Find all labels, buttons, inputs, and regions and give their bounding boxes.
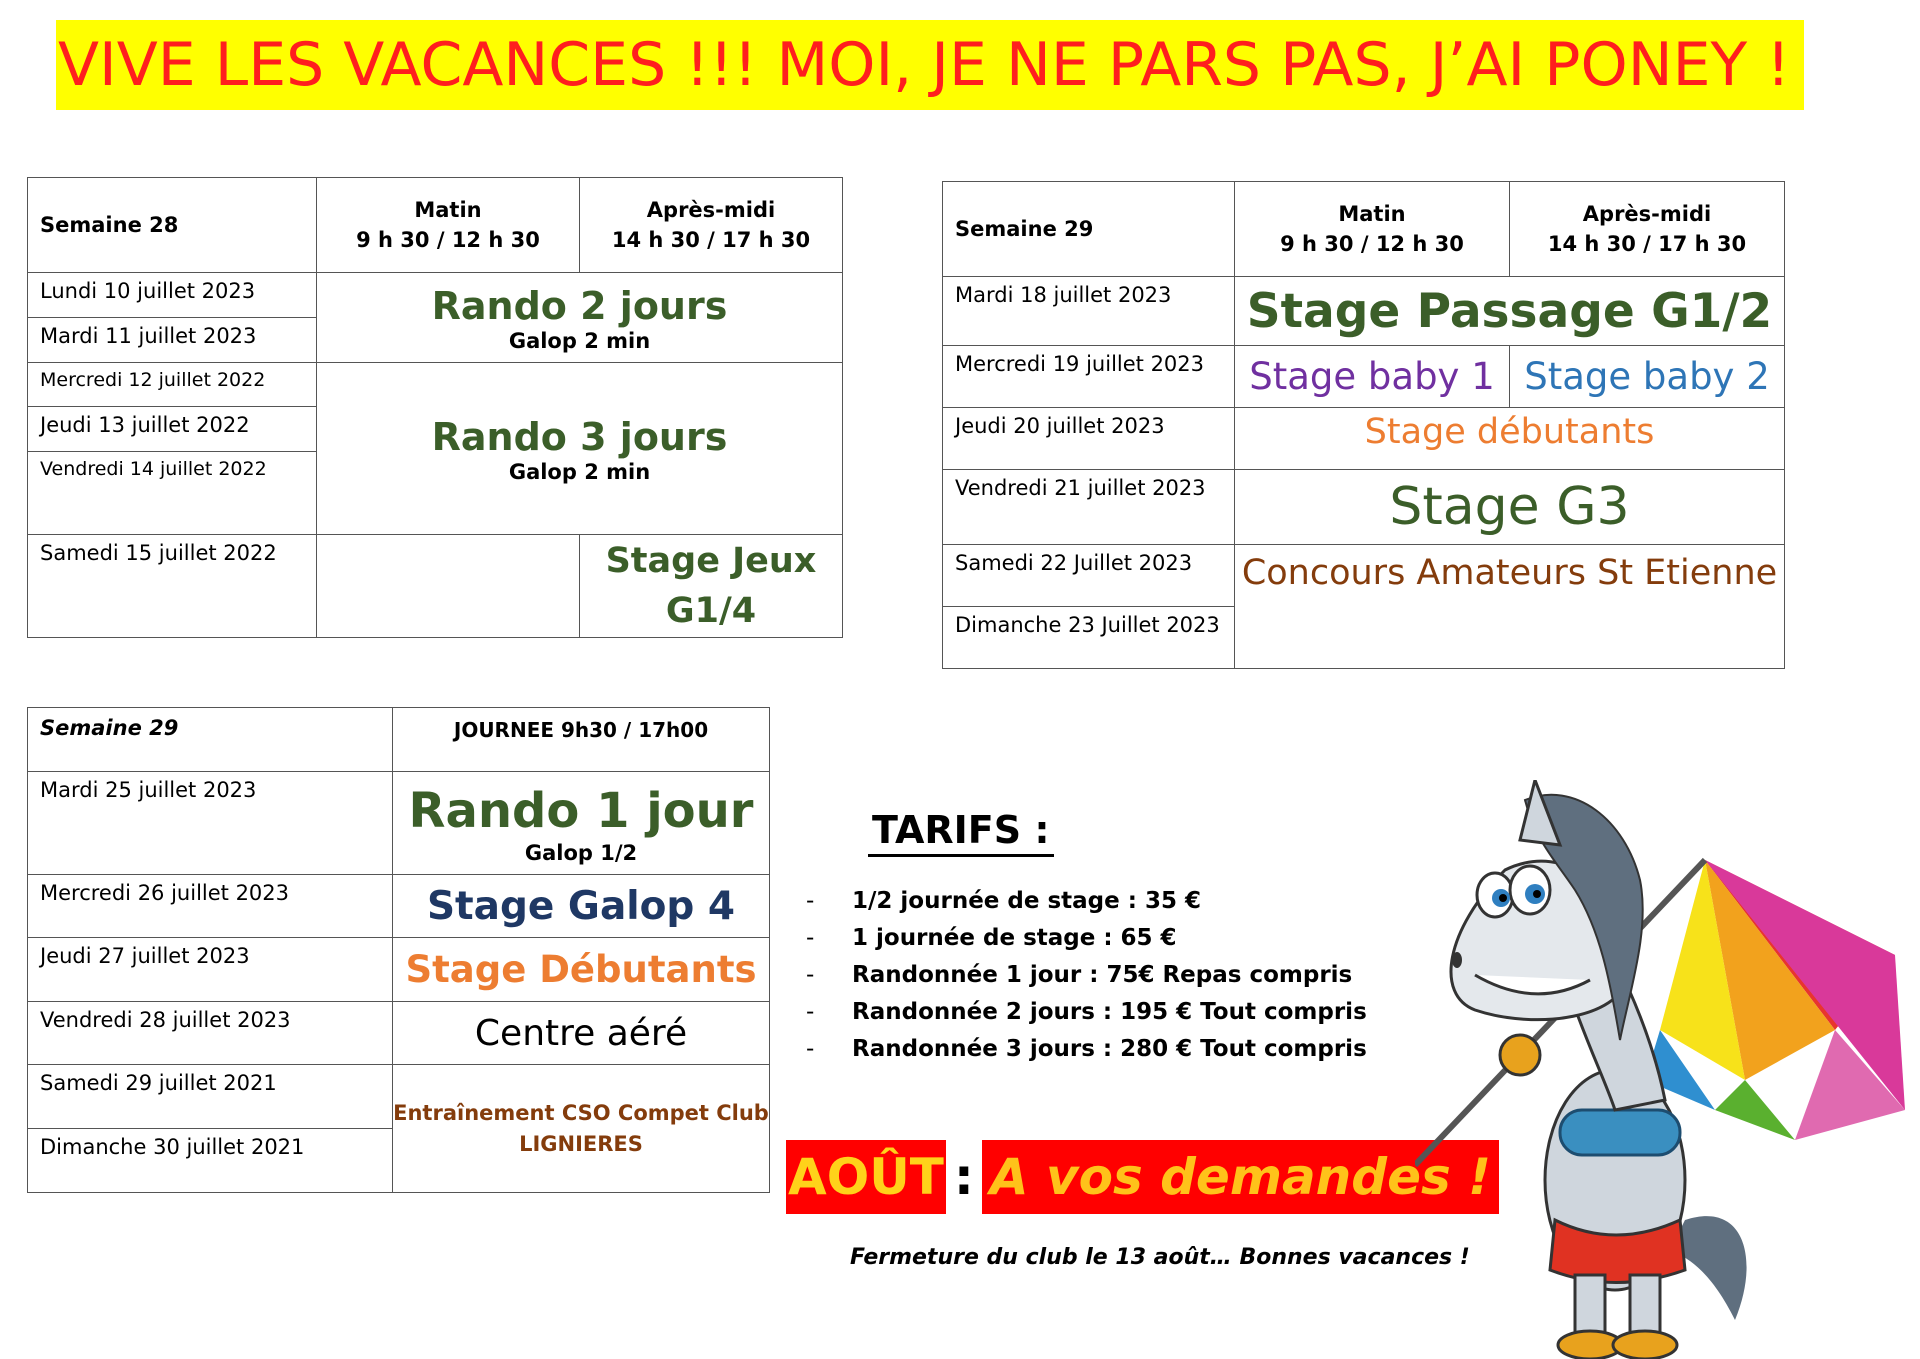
- closing-note: Fermeture du club le 13 août… Bonnes vacances !: [850, 1245, 1470, 1270]
- tarifs-list: [806, 883, 1367, 1068]
- galop-requirement: Galop 2 min: [508, 459, 651, 484]
- rando-1-jour-cell: [393, 772, 770, 875]
- day-cell: Jeudi 27 juillet 2023: [28, 938, 393, 1002]
- tarif-item: - Randonnée 3 jours : 280 € Tout compris: [806, 1036, 1367, 1062]
- week-label: Semaine 29: [28, 708, 393, 772]
- tarif-item: - 1 journée de stage : 65 €: [806, 925, 1177, 951]
- week29-day-table: [27, 707, 770, 1193]
- week-label: Semaine 28: [28, 178, 317, 273]
- day-cell: Samedi 15 juillet 2022: [28, 535, 317, 638]
- page-title: VIVE LES VACANCES !!! MOI, JE NE PARS PAS, J’AI PONEY !: [56, 20, 1804, 110]
- centre-aere: Centre aéré: [393, 1002, 770, 1065]
- rando-2-jours-cell: [317, 273, 843, 363]
- tarif-item: - Randonnée 2 jours : 195 € Tout compris: [806, 999, 1367, 1025]
- day-cell: Jeudi 20 juillet 2023: [943, 408, 1235, 470]
- tarifs-title: TARIFS :: [868, 808, 1054, 857]
- day-cell: Mercredi 26 juillet 2023: [28, 875, 393, 938]
- day-cell: Mardi 18 juillet 2023: [943, 277, 1235, 346]
- pony-umbrella-illustration: [1415, 780, 1920, 1359]
- day-cell: Lundi 10 juillet 2023: [28, 273, 317, 318]
- journee-header: JOURNEE 9h30 / 17h00: [393, 708, 770, 772]
- morning-header: Matin 9 h 30 / 12 h 30: [1235, 182, 1510, 277]
- empty-cell: [317, 535, 580, 638]
- stage-passage: Stage Passage G1/2: [1235, 277, 1785, 346]
- day-cell: Vendredi 14 juillet 2022: [28, 452, 317, 535]
- tarif-item: - Randonnée 1 jour : 75€ Repas compris: [806, 962, 1353, 988]
- stage-galop-4: Stage Galop 4: [393, 875, 770, 938]
- morning-header: Matin 9 h 30 / 12 h 30: [317, 178, 580, 273]
- aout-banner: [786, 1140, 1499, 1214]
- galop-requirement: Galop 1/2: [524, 841, 638, 865]
- week29-table: [942, 181, 1785, 669]
- day-cell: Jeudi 13 juillet 2022: [28, 407, 317, 452]
- day-cell: Vendredi 21 juillet 2023: [943, 470, 1235, 545]
- day-cell: Samedi 29 juillet 2021: [28, 1065, 393, 1129]
- aout-label: AOÛT: [786, 1140, 946, 1214]
- aout-text: A vos demandes !: [982, 1140, 1499, 1214]
- stage-debutants: Stage débutants: [1235, 408, 1785, 470]
- afternoon-header: Après-midi 14 h 30 / 17 h 30: [580, 178, 843, 273]
- concours-amateurs: Concours Amateurs St Etienne: [1235, 545, 1785, 669]
- day-cell: Mardi 11 juillet 2023: [28, 318, 317, 363]
- day-cell: Samedi 22 Juillet 2023: [943, 545, 1235, 607]
- day-cell: Vendredi 28 juillet 2023: [28, 1002, 393, 1065]
- entrainement-cso: Entraînement CSO Compet Club LIGNIERES: [393, 1065, 770, 1193]
- aout-separator: :: [953, 1148, 974, 1206]
- rando-3-jours-cell: [317, 363, 843, 535]
- rando-3-jours: Rando 3 jours: [431, 414, 728, 459]
- day-cell: Mercredi 12 juillet 2022: [28, 363, 317, 407]
- tarif-item: - 1/2 journée de stage : 35 €: [806, 888, 1201, 914]
- day-cell: Dimanche 30 juillet 2021: [28, 1129, 393, 1193]
- week-label: Semaine 29: [943, 182, 1235, 277]
- day-cell: Mercredi 19 juillet 2023: [943, 346, 1235, 408]
- galop-requirement: Galop 2 min: [508, 328, 651, 353]
- afternoon-header: Après-midi 14 h 30 / 17 h 30: [1510, 182, 1785, 277]
- stage-jeux-cell: Stage Jeux G1/4: [580, 535, 843, 638]
- stage-baby-2: Stage baby 2: [1510, 346, 1785, 408]
- rando-2-jours: Rando 2 jours: [431, 283, 728, 328]
- stage-debutants: Stage Débutants: [393, 938, 770, 1002]
- week28-table: [27, 177, 843, 638]
- day-cell: Dimanche 23 Juillet 2023: [943, 607, 1235, 669]
- stage-g3: Stage G3: [1235, 470, 1785, 545]
- stage-baby-1: Stage baby 1: [1235, 346, 1510, 408]
- day-cell: Mardi 25 juillet 2023: [28, 772, 393, 875]
- rando-1-jour: Rando 1 jour: [408, 783, 754, 839]
